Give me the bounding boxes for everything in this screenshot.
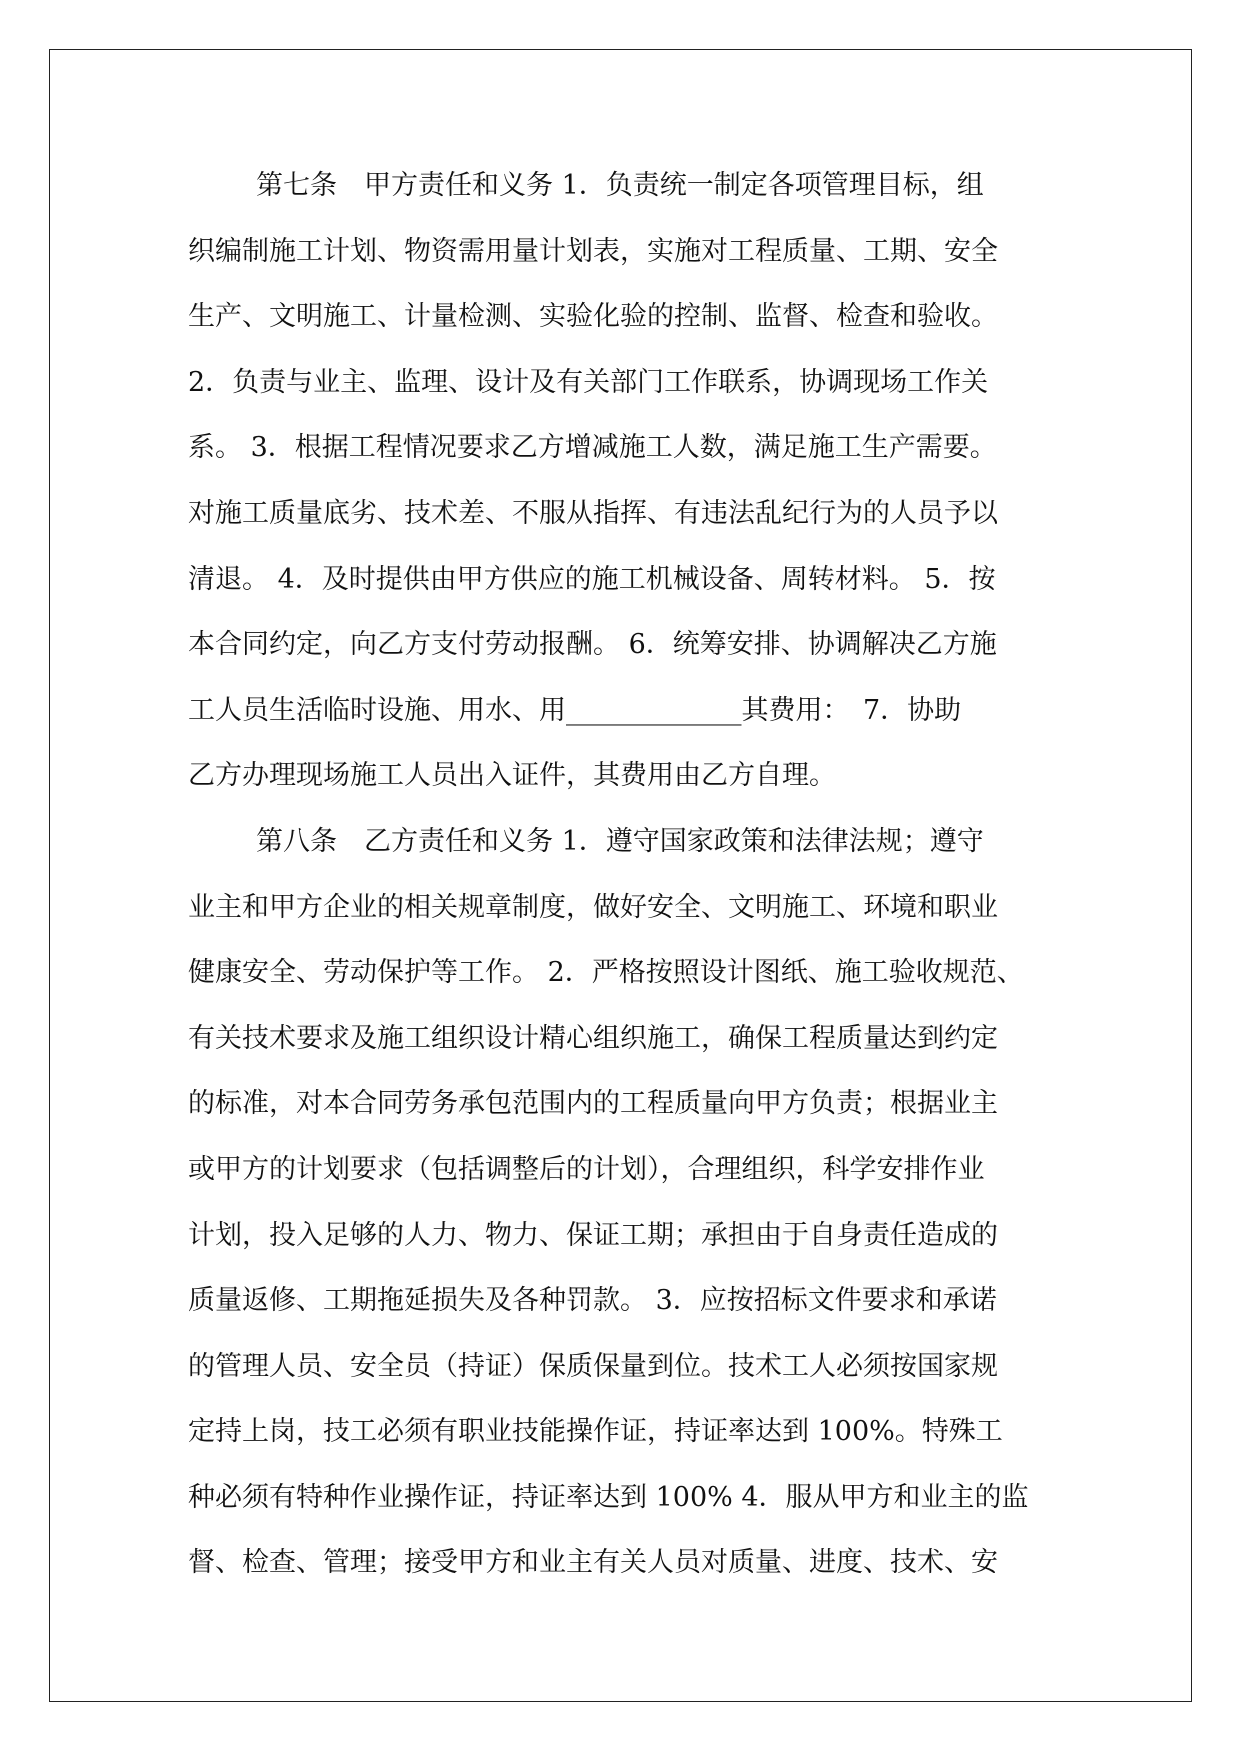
document-body: [188, 153, 1058, 1596]
text-line: 种必须有特种作业操作证，持证率达到 100% 4．服从甲方和业主的监: [188, 1481, 1029, 1513]
text-line: 工人员生活临时设施、用水、用_____________其费用： 7．协助: [188, 694, 962, 726]
text-line: 或甲方的计划要求（包括调整后的计划），合理组织，科学安排作业: [188, 1153, 985, 1185]
text-line: 健康安全、劳动保护等工作。 2．严格按照设计图纸、施工验收规范、: [188, 957, 1024, 989]
text-line: 质量返修、工期拖延损失及各种罚款。 3．应按招标文件要求和承诺: [188, 1285, 997, 1317]
article-8-paragraph: [188, 809, 1058, 1596]
text-line: 督、检查、管理；接受甲方和业主有关人员对质量、进度、技术、安: [188, 1547, 998, 1579]
text-line: 2．负责与业主、监理、设计及有关部门工作联系，协调现场工作关: [188, 366, 989, 398]
text-line: 业主和甲方企业的相关规章制度，做好安全、文明施工、环境和职业: [188, 891, 998, 923]
text-line: 第七条 甲方责任和义务 1．负责统一制定各项管理目标，组: [256, 170, 984, 201]
text-line: 有关技术要求及施工组织设计精心组织施工，确保工程质量达到约定: [188, 1022, 998, 1054]
text-line: 本合同约定，向乙方支付劳动报酬。 6．统筹安排、协调解决乙方施: [188, 629, 997, 661]
text-line: 对施工质量底劣、技术差、不服从指挥、有违法乱纪行为的人员予以: [188, 497, 998, 529]
text-line: 的管理人员、安全员（持证）保质保量到位。技术工人必须按国家规: [188, 1350, 998, 1382]
text-line: 第八条 乙方责任和义务 1．遵守国家政策和法律法规；遵守: [256, 825, 984, 857]
text-line: 乙方办理现场施工人员出入证件，其费用由乙方自理。: [188, 760, 836, 792]
text-line: 生产、文明施工、计量检测、实验化验的控制、监督、检查和验收。: [188, 301, 998, 333]
text-line: 系。 3．根据工程情况要求乙方增减施工人数，满足施工生产需要。: [188, 432, 997, 464]
text-line: 织编制施工计划、物资需用量计划表，实施对工程质量、工期、安全: [188, 235, 998, 267]
text-line: 的标准，对本合同劳务承包范围内的工程质量向甲方负责；根据业主: [188, 1088, 998, 1120]
article-7-paragraph: [188, 153, 1058, 809]
text-line: 清退。 4．及时提供由甲方供应的施工机械设备、周转材料。 5．按: [188, 563, 996, 595]
text-line: 计划，投入足够的人力、物力、保证工期；承担由于自身责任造成的: [188, 1219, 998, 1251]
text-line: 定持上岗，技工必须有职业技能操作证，持证率达到 100%。特殊工: [188, 1416, 1003, 1448]
